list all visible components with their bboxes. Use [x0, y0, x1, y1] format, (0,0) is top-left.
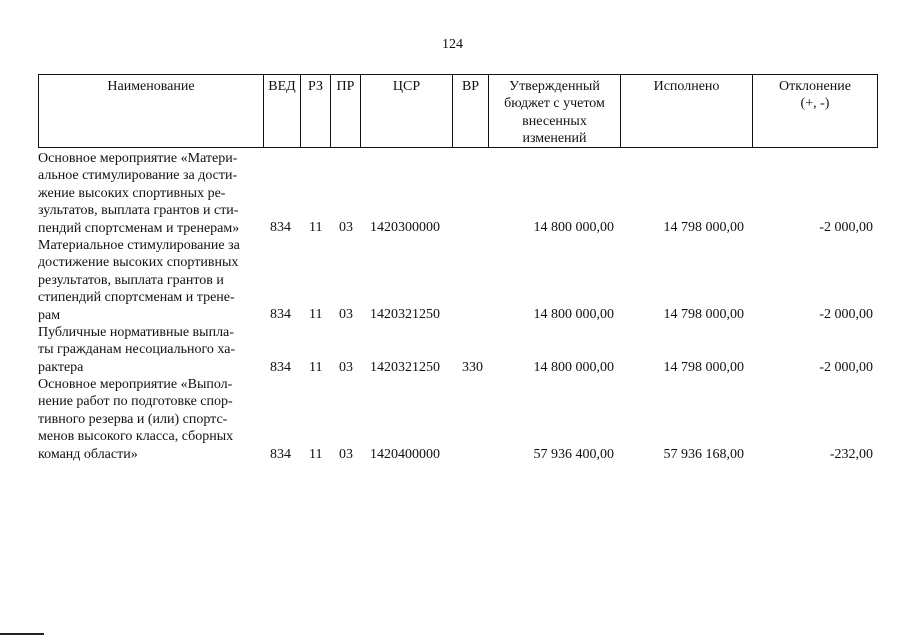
cell-deviation: -2 000,00	[819, 307, 873, 322]
cell-pr: 03	[339, 220, 353, 235]
cell-rz: 11	[309, 447, 323, 462]
header-deviation-line: (+, -)	[800, 96, 830, 112]
cell-budget: 57 936 400,00	[533, 447, 614, 462]
header-budget-line: внесенных	[522, 113, 587, 129]
row-name	[38, 237, 268, 324]
cell-budget: 14 800 000,00	[533, 307, 614, 322]
cell-deviation: -232,00	[829, 447, 873, 462]
cell-csr: 1420400000	[370, 447, 440, 462]
row-name	[38, 376, 268, 463]
header-deviation-line: Отклонение	[779, 79, 851, 94]
header-name: Наименование	[107, 79, 195, 94]
cell-budget: 14 800 000,00	[533, 220, 614, 235]
row-name-line: альное стимулирование за дости-	[38, 168, 238, 184]
row-name-line: зультатов, выплата грантов и сти-	[38, 203, 239, 219]
row-name-line: команд области»	[38, 446, 138, 462]
row-name-line: результатов, выплата грантов и	[38, 272, 224, 288]
header-budget-line: Утвержденный	[509, 79, 600, 94]
row-name-line: менов высокого класса, сборных	[38, 429, 234, 445]
header-pr: ПР	[336, 79, 355, 94]
row-name-line: рам	[38, 307, 61, 323]
cell-done: 14 798 000,00	[663, 360, 744, 375]
row-name-line: жение высоких спортивных ре-	[38, 185, 226, 201]
header-rz: РЗ	[308, 79, 323, 94]
header-budget-line: изменений	[522, 131, 587, 147]
cell-ved: 834	[270, 360, 291, 375]
scan-edge-mark	[0, 633, 44, 635]
cell-ved: 834	[270, 307, 291, 322]
cell-done: 14 798 000,00	[663, 307, 744, 322]
cell-ved: 834	[270, 447, 291, 462]
cell-vr: 330	[462, 360, 483, 375]
cell-done: 14 798 000,00	[663, 220, 744, 235]
row-name-line: Основное мероприятие «Матери-	[38, 151, 238, 166]
row-name	[38, 150, 268, 237]
header-vr: ВР	[461, 79, 480, 94]
row-name-line: стипендий спортсменам и трене-	[38, 290, 235, 306]
page-number: 124	[442, 37, 463, 52]
row-name-line: Основное мероприятие «Выпол-	[38, 377, 233, 392]
cell-done: 57 936 168,00	[663, 447, 744, 462]
row-name-line: нение работ по подготовке спор-	[38, 394, 233, 410]
row-name-line: пендий спортсменам и тренерам»	[38, 220, 240, 236]
cell-csr: 1420300000	[370, 220, 440, 235]
row-name-line: Материальное стимулирование за	[38, 238, 240, 253]
cell-csr: 1420321250	[370, 360, 440, 375]
header-budget-line: бюджет с учетом	[504, 96, 605, 112]
cell-rz: 11	[309, 307, 323, 322]
cell-rz: 11	[309, 220, 323, 235]
row-name	[38, 324, 268, 376]
row-name-line: тивного резерва и (или) спортс-	[38, 411, 228, 427]
cell-deviation: -2 000,00	[819, 360, 873, 375]
header-deviation	[753, 78, 877, 113]
row-name-line: ты гражданам несоциального ха-	[38, 342, 236, 358]
cell-rz: 11	[309, 360, 323, 375]
cell-deviation: -2 000,00	[819, 220, 873, 235]
cell-ved: 834	[270, 220, 291, 235]
cell-pr: 03	[339, 447, 353, 462]
cell-pr: 03	[339, 307, 353, 322]
header-csr: ЦСР	[392, 79, 421, 94]
cell-csr: 1420321250	[370, 307, 440, 322]
header-ved: ВЕД	[268, 79, 296, 94]
cell-budget: 14 800 000,00	[533, 360, 614, 375]
row-name-line: Публичные нормативные выпла-	[38, 325, 234, 340]
row-name-line: достижение высоких спортивных	[38, 255, 239, 271]
header-done: Исполнено	[653, 79, 720, 94]
row-name-line: рактера	[38, 359, 84, 375]
header-budget	[489, 78, 620, 148]
cell-pr: 03	[339, 360, 353, 375]
